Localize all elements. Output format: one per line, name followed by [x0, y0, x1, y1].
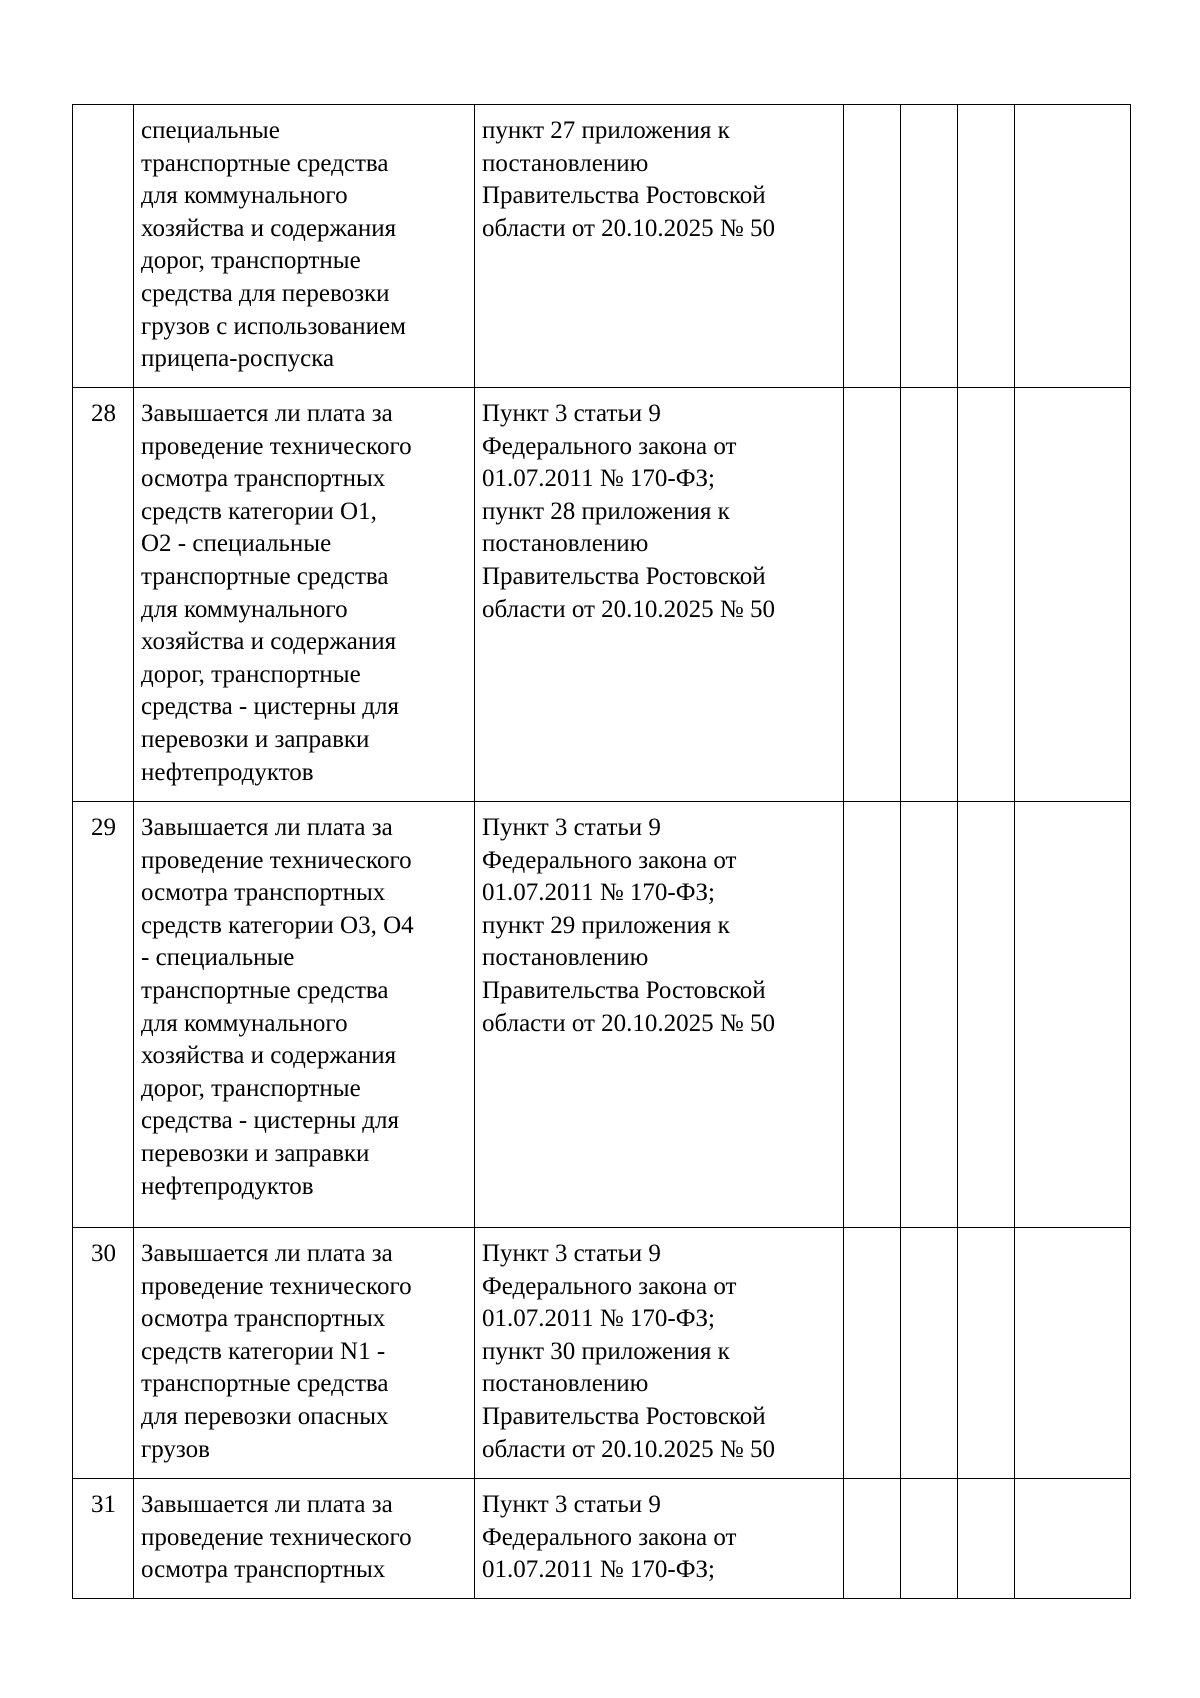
answer-na-cell [958, 388, 1015, 802]
table-row [73, 105, 1131, 388]
reference-line: Пункт 3 статьи 9 [482, 400, 661, 427]
question-line: нефтепродуктов [141, 758, 314, 786]
question-line: Завышается ли плата за [141, 1491, 393, 1518]
reference-line: области от 20.10.2025 № 50 [482, 214, 776, 242]
question-line: средств категории N1 - [141, 1337, 386, 1365]
question-line: Завышается ли плата за [141, 1240, 393, 1267]
reference-line: постановлению [482, 149, 649, 177]
answer-no-cell [901, 105, 958, 388]
question-line: грузов с использованием [141, 312, 406, 340]
answer-no-cell [901, 1228, 958, 1479]
reference-cell [475, 1479, 844, 1599]
question-line: средств категории O1, [141, 497, 377, 525]
reference-cell [475, 388, 844, 802]
question-line: осмотра транспортных [141, 465, 386, 493]
question-cell [134, 1479, 475, 1599]
answer-na-cell [958, 1228, 1015, 1479]
reference-line: Федерального закона от [482, 1272, 737, 1300]
question-line: специальные [141, 117, 280, 144]
reference-line: Правительства Ростовской [482, 562, 766, 590]
question-cell [134, 388, 475, 802]
row-number [73, 105, 134, 388]
answer-yes-cell [844, 802, 901, 1228]
question-line: Завышается ли плата за [141, 814, 393, 841]
row-number: 31 [73, 1479, 134, 1599]
question-line: хозяйства и содержания [141, 1042, 397, 1070]
table-row [73, 1479, 1131, 1599]
answer-yes-cell [844, 1228, 901, 1479]
reference-line: Правительства Ростовской [482, 182, 766, 210]
answer-no-cell [901, 388, 958, 802]
reference-line: 01.07.2011 № 170-ФЗ; [482, 1305, 715, 1333]
question-line: проведение технического [141, 432, 412, 460]
reference-line: области от 20.10.2025 № 50 [482, 1009, 776, 1037]
question-line: Завышается ли плата за [141, 400, 393, 427]
question-line: O2 - специальные [141, 530, 332, 558]
reference-line: области от 20.10.2025 № 50 [482, 1435, 776, 1463]
question-line: хозяйства и содержания [141, 628, 397, 656]
question-line: проведение технического [141, 846, 412, 874]
question-line: для перевозки опасных [141, 1402, 389, 1430]
question-line: прицепа-роспуска [141, 345, 335, 373]
question-line: транспортные средства [141, 149, 389, 177]
question-line: перевозки и заправки [141, 1139, 370, 1167]
reference-line: Пункт 3 статьи 9 [482, 1240, 661, 1267]
reference-line: Пункт 3 статьи 9 [482, 1491, 661, 1518]
question-cell [134, 1228, 475, 1479]
answer-na-cell [958, 802, 1015, 1228]
question-line: проведение технического [141, 1523, 412, 1551]
reference-line: Пункт 3 статьи 9 [482, 814, 661, 841]
question-line: осмотра транспортных [141, 879, 386, 907]
table-row [73, 388, 1131, 802]
reference-line: пункт 30 приложения к [482, 1337, 730, 1365]
question-line: средства - цистерны для [141, 1107, 399, 1135]
question-line: транспортные средства [141, 562, 389, 590]
question-line: дорог, транспортные [141, 247, 361, 275]
question-line: транспортные средства [141, 1370, 389, 1398]
question-line: нефтепродуктов [141, 1172, 314, 1200]
note-cell [1015, 105, 1131, 388]
reference-line: постановлению [482, 944, 649, 972]
reference-line: пункт 28 приложения к [482, 497, 730, 525]
question-line: перевозки и заправки [141, 725, 370, 753]
question-line: для коммунального [141, 182, 348, 210]
answer-na-cell [958, 1479, 1015, 1599]
table-row [73, 802, 1131, 1228]
question-cell [134, 802, 475, 1228]
answer-yes-cell [844, 105, 901, 388]
question-line: дорог, транспортные [141, 660, 361, 688]
question-line: - специальные [141, 944, 295, 972]
reference-line: пункт 27 приложения к [482, 117, 730, 144]
reference-line: 01.07.2011 № 170-ФЗ; [482, 465, 715, 493]
reference-line: Правительства Ростовской [482, 976, 766, 1004]
question-line: средств категории O3, O4 [141, 911, 414, 939]
note-cell [1015, 802, 1131, 1228]
answer-no-cell [901, 1479, 958, 1599]
reference-cell [475, 105, 844, 388]
question-cell [134, 105, 475, 388]
note-cell [1015, 1479, 1131, 1599]
question-line: хозяйства и содержания [141, 214, 397, 242]
row-number: 29 [73, 802, 134, 1228]
reference-line: области от 20.10.2025 № 50 [482, 595, 776, 623]
table-row [73, 1228, 1131, 1479]
question-line: для коммунального [141, 1009, 348, 1037]
reference-cell [475, 1228, 844, 1479]
reference-line: постановлению [482, 530, 649, 558]
reference-line: постановлению [482, 1370, 649, 1398]
question-line: осмотра транспортных [141, 1305, 386, 1333]
reference-line: Правительства Ростовской [482, 1402, 766, 1430]
reference-line: Федерального закона от [482, 432, 737, 460]
checklist-table [72, 104, 1131, 1599]
reference-line: Федерального закона от [482, 1523, 737, 1551]
reference-line: пункт 29 приложения к [482, 911, 730, 939]
row-number: 28 [73, 388, 134, 802]
question-line: для коммунального [141, 595, 348, 623]
answer-na-cell [958, 105, 1015, 388]
question-line: транспортные средства [141, 976, 389, 1004]
reference-line: 01.07.2011 № 170-ФЗ; [482, 1556, 715, 1584]
question-line: средства для перевозки [141, 279, 390, 307]
reference-line: 01.07.2011 № 170-ФЗ; [482, 879, 715, 907]
reference-line: Федерального закона от [482, 846, 737, 874]
question-line: средства - цистерны для [141, 693, 399, 721]
question-line: проведение технического [141, 1272, 412, 1300]
row-number: 30 [73, 1228, 134, 1479]
reference-cell [475, 802, 844, 1228]
question-line: осмотра транспортных [141, 1556, 386, 1584]
note-cell [1015, 1228, 1131, 1479]
answer-yes-cell [844, 1479, 901, 1599]
question-line: дорог, транспортные [141, 1074, 361, 1102]
note-cell [1015, 388, 1131, 802]
answer-yes-cell [844, 388, 901, 802]
answer-no-cell [901, 802, 958, 1228]
question-line: грузов [141, 1435, 210, 1463]
